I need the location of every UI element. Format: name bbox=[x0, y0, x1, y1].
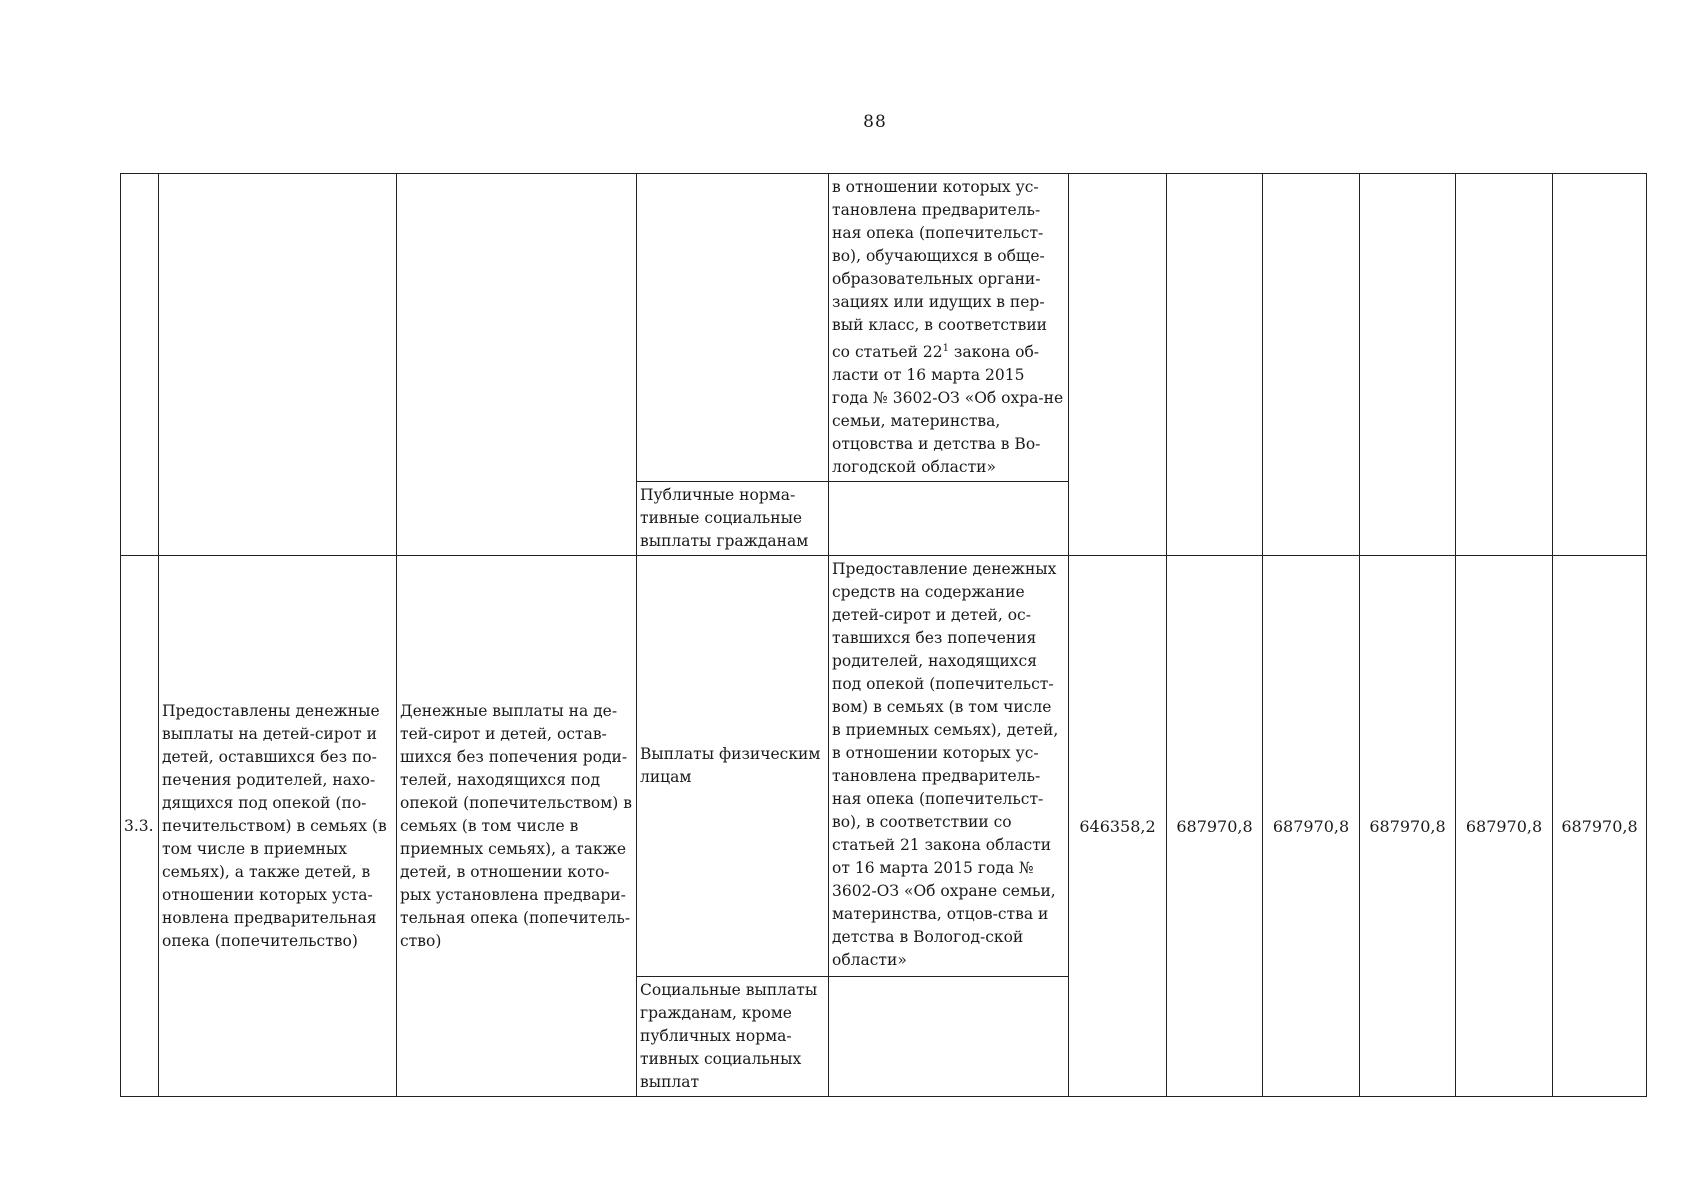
cell-form-empty bbox=[637, 174, 829, 482]
cell-form-public-payments: Публичные норма-тивные социальные выплаты гражданам bbox=[637, 482, 829, 556]
cell-value-6: 687970,8 bbox=[1553, 556, 1647, 1097]
cell-value-empty-2 bbox=[1167, 174, 1263, 556]
cell-value-empty-5 bbox=[1456, 174, 1553, 556]
cell-measure: Денежные выплаты на де-тей-сирот и детей, остав-шихся без попечения роди-телей, находящихся под опекой (попечительством) в семьях (в том числе в приемных семьях), а также детей, в отношении кото-рых установлена предвари-тельная опека (попечитель-ство) bbox=[397, 556, 637, 1097]
cell-number-empty bbox=[121, 174, 159, 556]
table-row-3-3 bbox=[121, 556, 1647, 977]
budget-table-container bbox=[120, 173, 1646, 1092]
cell-result-empty bbox=[159, 174, 397, 556]
cell-form-social-payments: Социальные выплаты гражданам, кроме публичных норма-тивных социальных выплат bbox=[637, 977, 829, 1097]
cell-value-1: 646358,2 bbox=[1069, 556, 1167, 1097]
cell-row-number: 3.3. bbox=[121, 556, 159, 1097]
cell-basis-empty-2 bbox=[829, 977, 1069, 1097]
cell-value-empty-3 bbox=[1263, 174, 1360, 556]
cell-value-4: 687970,8 bbox=[1360, 556, 1456, 1097]
cell-value-2: 687970,8 bbox=[1167, 556, 1263, 1097]
cell-result: Предоставлены денежные выплаты на детей-сирот и детей, оставшихся без по-печения родителей, нахо-дящихся под опекой (по-печительством) в семьях (в том числе в приемных семьях), а также детей, в отношении которых уста-новлена предварительная опека (попечительство) bbox=[159, 556, 397, 1097]
superscript-note: 1 bbox=[942, 343, 949, 354]
page-number: 88 bbox=[863, 112, 887, 132]
cell-value-empty-4 bbox=[1360, 174, 1456, 556]
table-row-continued bbox=[121, 174, 1647, 482]
cell-value-3: 687970,8 bbox=[1263, 556, 1360, 1097]
budget-table bbox=[120, 173, 1647, 1097]
cell-value-5: 687970,8 bbox=[1456, 556, 1553, 1097]
cell-value-empty-6 bbox=[1553, 174, 1647, 556]
cell-continued-basis: в отношении которых ус-тановлена предваритель-ная опека (попечительст-во), обучающихся в обще-образовательных органи-зациях или идущих в пер-вый класс, в соответствии со статьей $22^1$ закона об-ласти от 16 марта 2015 года № 3602-ОЗ «Об охра-не семьи, материнства, отцовства и детства в Во-логодской области» bbox=[829, 174, 1069, 482]
cell-value-empty-1 bbox=[1069, 174, 1167, 556]
cell-basis-empty bbox=[829, 482, 1069, 556]
cell-measure-empty bbox=[397, 174, 637, 556]
cell-basis: Предоставление денежных средств на содержание детей-сирот и детей, ос-тавшихся без попечения родителей, находящихся под опекой (попечительст-вом) в семьях (в том числе в приемных семьях), детей, в отношении которых ус-тановлена предваритель-ная опека (попечительст-во), в соответствии со статьей 21 закона области от 16 марта 2015 года № 3602-ОЗ «Об охране семьи, материнства, отцов-ства и детства в Вологод-ской области» bbox=[829, 556, 1069, 977]
cell-form-individual-payments: Выплаты физическим лицам bbox=[637, 556, 829, 977]
